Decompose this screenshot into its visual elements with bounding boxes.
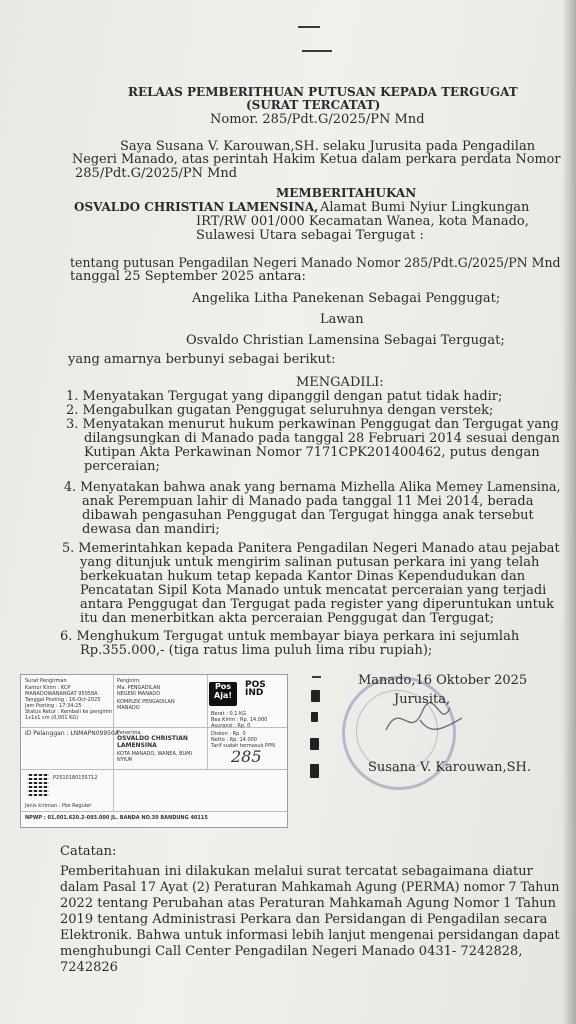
receipt-tax-note: Tarif sudah termasuk PPN	[211, 743, 275, 749]
about-line: tentang putusan Pengadilan Negeri Manado Nomor 285/Pdt.G/2025/PN Mnd	[70, 256, 561, 271]
header-mark	[302, 50, 332, 52]
receipt-net: Netto : Rp. 14.000	[211, 737, 257, 743]
verdict-line: antara Penggugat dan Tergugat pada register yang diperuntukan untuk	[80, 597, 555, 612]
note-label: Catatan:	[60, 844, 117, 859]
receipt-npwp: NPWP : 01.001.620.2-093.000 JL. BANDA NO.30 BANDUNG 40115	[25, 815, 208, 821]
note-line: menghubungi Call Center Pengadilan Negeri Manado 0431- 7242828,	[60, 944, 523, 959]
intro-line: 285/Pdt.G/2025/PN Mnd	[75, 166, 238, 181]
receipt-barcode-number: P2510180155712	[53, 775, 98, 781]
receipt-time: Jam Posting : 17:34:25	[25, 703, 82, 709]
verdict-line: perceraian;	[84, 459, 160, 474]
receipt-office: Kantor Kirim : KCP	[25, 685, 71, 691]
margin-icon	[310, 764, 319, 778]
postal-receipt	[20, 674, 288, 828]
verdict-heading: MENGADILI:	[296, 375, 384, 390]
receipt-type: Jenis kiriman : Pos Reguler	[25, 803, 92, 809]
document-title: RELAAS PEMBERITHUAN PUTUSAN KEPADA TERGUGAT	[128, 85, 518, 99]
intro-line: Negeri Manado, atas perintah Hakim Ketua dalam perkara perdata Nomor	[72, 152, 561, 167]
receipt-customer-id: ID Pelanggan : LNMAPN09950A	[25, 730, 119, 737]
plaintiff-line: Angelika Litha Panekenan Sebagai Penggugat;	[192, 291, 501, 306]
receipt-fee: Bea Kirim : Rp. 14.000	[211, 717, 268, 723]
about-line: tanggal 25 September 2025 antara:	[70, 269, 306, 284]
note-line: Elektronik. Bahwa untuk informasi lebih lanjut mengenai persidangan dapat	[60, 928, 560, 943]
verdict-line: anak Perempuan lahir di Manado pada tanggal 11 Mei 2014, berada	[82, 494, 534, 509]
receipt-discount: Diskon : Rp. 0	[211, 731, 246, 737]
verdict-line: Rp.355.000,- (tiga ratus lima puluh lima ribu rupiah);	[80, 643, 433, 658]
verdict-line: 1. Menyatakan Tergugat yang dipanggil dengan patut tidak hadir;	[66, 389, 503, 404]
note-line: 2022 tentang Perubahan atas Peraturan Mahkamah Agung Nomor 1 Tahun	[60, 896, 557, 911]
verdict-line: berkekuatan hukum tetap kepada Kantor Dinas Kependudukan dan	[80, 569, 526, 584]
verdict-line: dewasa dan mandiri;	[82, 522, 220, 537]
receipt-to: NYIUR	[117, 757, 133, 763]
receipt-insurance: Asuransi : Rp. 0	[211, 723, 251, 729]
margin-mark	[312, 676, 321, 678]
verdict-line: dibawah pengasuhan Penggugat dan Tergugat hingga anak tersebut	[82, 508, 534, 523]
margin-icon	[311, 690, 320, 702]
receipt-to-label: Penerima	[117, 730, 141, 736]
receipt-from-label: Pengirim:	[117, 678, 141, 684]
verdict-line: Kutipan Akta Perkawinan Nomor 7171CPK201400462, putus dengan	[84, 445, 540, 460]
receipt-from: MANADO	[117, 705, 140, 711]
case-number: Nomor. 285/Pdt.G/2025/PN Mnd	[210, 112, 425, 127]
versus-label: Lawan	[320, 312, 364, 327]
defendant-address: Alamat Bumi Nyiur Lingkungan	[320, 200, 530, 215]
receipt-to: LAMENSINA	[117, 742, 157, 749]
defendant-line: Osvaldo Christian Lamensina Sebagai Tergugat;	[186, 333, 505, 348]
receipt-dims: 1x1x1 cm (0,001 KG)	[25, 715, 79, 721]
signature-role: Jurusita,	[394, 692, 451, 707]
receipt-from: KOMPLEK PENGADILAN	[117, 699, 175, 705]
receipt-sender-label: Surat Pengirman	[25, 678, 67, 684]
pos-indonesia-logo: POS IND	[245, 680, 266, 698]
receipt-status: Status Retur : Kembali ke pengirim	[25, 709, 113, 715]
receipt-handwritten-number: 285	[231, 747, 262, 766]
receipt-to: KOTA MANADO, WANEA, BUMI	[117, 751, 192, 757]
verdict-line: 5. Memerintahkan kepada Panitera Pengadilan Negeri Manado atau pejabat	[62, 541, 560, 556]
pos-aja-logo: Pos Aja!	[209, 682, 237, 706]
defendant-address: IRT/RW 001/000 Kecamatan Wanea, kota Manado,	[196, 214, 529, 229]
verdict-line: yang ditunjuk untuk mengirim salinan putusan perkara ini yang telah	[80, 555, 540, 570]
verdict-line: 4. Menyatakan bahwa anak yang bernama Mizhella Alika Memey Lamensina,	[64, 480, 561, 495]
verdict-line: 3. Menyatakan menurut hukum perkawinan Penggugat dan Tergugat yang	[66, 417, 559, 432]
margin-icon	[310, 738, 319, 750]
header-mark	[298, 26, 320, 28]
receipt-weight: Berat : 0.1 KG	[211, 711, 247, 717]
receipt-to: OSVALDO CHRISTIAN	[117, 735, 188, 742]
note-line: 2019 tentang Administrasi Perkara dan Persidangan di Pengadilan secara	[60, 912, 548, 927]
signature-name: Susana V. Karouwan,SH.	[368, 760, 531, 775]
receipt-date: Tanggal Posting : 16-Oct-2025	[25, 697, 101, 703]
document-subtitle: (SURAT TERCATAT)	[246, 98, 381, 112]
signature-date: Manado,16 Oktober 2025	[358, 673, 528, 688]
verdict-line: dilangsungkan di Manado pada tanggal 28 Februari 2014 sesuai dengan	[84, 431, 560, 446]
defendant-name: OSVALDO CHRISTIAN LAMENSINA,	[74, 200, 319, 214]
receipt-from: NEGERI MANADO	[117, 691, 161, 697]
verdict-line: 2. Mengabulkan gugatan Penggugat seluruhnya dengan verstek;	[66, 403, 494, 418]
note-line: 7242826	[60, 960, 118, 975]
defendant-address: Sulawesi Utara sebagai Tergugat :	[196, 228, 424, 243]
verdict-line: 6. Menghukum Tergugat untuk membayar biaya perkara ini sejumlah	[60, 629, 520, 644]
verdict-line: itu dan menerbitkan akta perceraian Penggugat dan Tergugat;	[80, 611, 495, 626]
note-line: dalam Pasal 17 Ayat (2) Peraturan Mahkamah Agung (PERMA) nomor 7 Tahun	[60, 880, 560, 895]
receipt-from: Ma. PENGADILAN	[117, 685, 161, 691]
receipt-office: MANADOWANANGAT 95058A	[25, 691, 98, 697]
note-line: Pemberitahuan ini dilakukan melalui surat tercatat sebagaimana diatur	[60, 864, 533, 879]
intro-line: Saya Susana V. Karouwan,SH. selaku Jurusita pada Pengadilan	[120, 139, 536, 154]
notice-heading: MEMBERITAHUKAN	[276, 186, 417, 200]
verdict-line: Pencatatan Sipil Kota Manado untuk mencatat perceraian yang terjadi	[80, 583, 547, 598]
margin-icon	[311, 712, 318, 722]
amar-line: yang amarnya berbunyi sebagai berikut:	[68, 352, 336, 367]
